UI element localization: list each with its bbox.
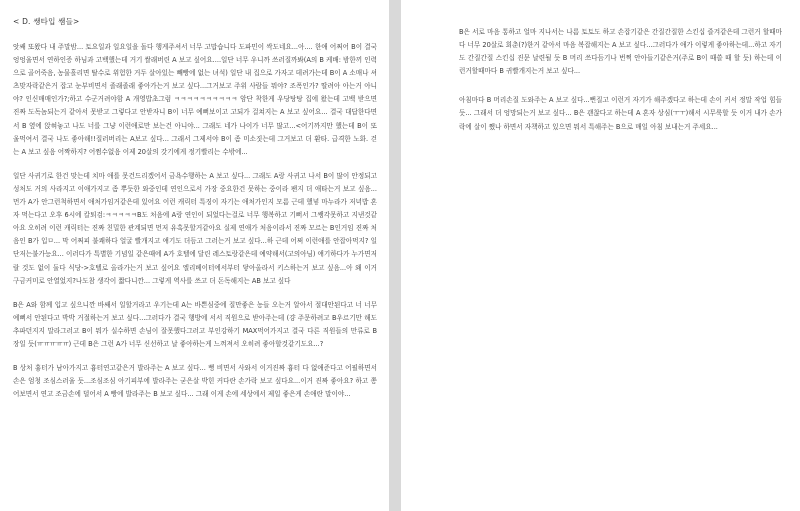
paragraph: 일단 사귀기로 한건 맞는데 치마 애를 못건드리겠어서 금욕수행하는 A 보고 싶다... 그래도 A랑 사귀고 나서 B이 많이 안정되고 성처도 거의 사라지고 이애가지고 좀 뿌듯한 와중인데 연인으로서 가장 중요한건 못하는 중이라 팬지 더 애타는거 보고 싶음...먼가 A가 안그런척하면서 애처가임거같은데 있어요 이런 캐릭터 특징이 자기는 애처가인지 모름 근데 했넣 마누라가 저녁밥 혼자 먹는다고 오후 6시에 칼퇴검:ㅋㅋㅋㅋㅋB도 처음에 A랑 연인이 되었다는걸로 너무 행복하고 기뻐서 그쌩각못하고 지낸것같아요 오히려 이런 캐릭터는 진짜 친밀한 관계되면 먼저 유혹못할거같아요 실제 연애가 처음이라서 진짜 모르는 B인거임 진짜 처음인 B가 입ㅁ... 막 어쩌피 불쾌하다 얼굴 빨개지고 얘기도 더듬고 그러는거 보고 싶다...하 근데 어쩌 이런애를 안잡아먹지? 일단저는불가능요... 이러다가 특별한 기념일 같은때에 A가 호텔에 달린 레스토랑같은데 예약해서(고의아님) 얘기하다가 누가면저랄 것도 없이 둘다 식당->호텔로 올라가는거 보고 싶어요 엘리베이터에서부터 닿아올라서 키스하는거 보고 싶음...아 왜 이거 구금커미로 안열었지?나도참 생각이 짧다니깐... 그렇게 역사를 쓰고 더 돈독해지는 AB 보고 싶다 bbox=[13, 171, 377, 285]
page-left bbox=[0, 0, 389, 511]
paragraph: B은 서로 마음 통하고 얼마 지나서는 나름 토토도 하고 손잡기같은 간질간질한 스킨십 즐겨같은데 그런거 할때마다 너무 20살로 회춘(?)한거 같아서 마음 복잡해지는 A 보고 싶다...그러다가 애가 이렇게 좋아하는데...하고 자기도 간질간질 스킨십 진문 날련될 듯 B 머리 쓰다듬기나 번쩍 안아들기같은거(주로 B이 때쓸 때 할 듯) 하는데 이런거할때마다 B 귀빨개지는거 보고 싶다... bbox=[459, 28, 782, 76]
document-header: < D. 쌩타입 쌤들> bbox=[13, 17, 80, 26]
page-right bbox=[401, 0, 800, 511]
paragraph: 아침마다 B 머리손질 도와주는 A 보고 싶다...뻔질고 이런거 자기가 해주겠다고 하는데 손이 커서 정말 작업 힘들 듯... 그래서 더 엉망되는거 보고 싶다... B은 괜찮다고 하는데 A 혼자 상심(ㅜㅜ)해서 시무룩할 듯 이거 내가 손가락에 살이 쨌나 하면서 자책하고 있으면 뭐서 특해주는 B으로 매일 아침 보내는거 주세요... bbox=[459, 96, 782, 131]
paragraph: B은 A와 함께 입고 싶으니깐 바쌔서 일할거라고 우기는데 A는 바쁜심중에 질만좋은 농들 오는거 알아서 절대안된다고 너 너무 예뻐서 안된다고 박박 거절하는거 보고 싶다...그러다가 결국 행방에 서서 직원으로 받아주는데 (걍 주문하려고 B우르기만 해도 추파던지지 말라그러고 B이 뭐가 실수하면 손님이 잘못했다그러고 부인강하기 MAX먹어가지고 결국 다른 직원들의 만류로 B 장일 듯(ㅠㅠㅠㅠㅠ) 근데 B은 그런 A가 너무 신선하고 날 좋아하는게 느껴져서 오히려 좋아할것같기도요...? bbox=[13, 300, 377, 348]
paragraph: 앗쌔 또왔다 내 주말밤... 토요일과 일요일을 돌다 행게주셔서 너무 고맙습니다 도파민이 싹도네요...아.... 한애 어쩌어 B이 결국 엉엉울면서 연하인증 하님과 고백했는데 거기 쌀래버린 A 보고 싶어요....일단 너무 우니까 쓰러질까봐(A의 B 케배: 밤한끼 인력으로 골어죽음, 농물흘리면 탈수로 위험한 거두 살아있는 빼빵에 없는 녀석) 일단 내 집으로 가자고 데려가는데 B이 A 소매나 셔츠맞자락같은거 잡고 눈부비면서 졸래졸래 좋아가는거 보고 싶다...그거보고 주위 사람들 뭐야? 조폭인가? 딸려아 아는거 아니야? 인신매매인가?;하고 수군거려야함 A 개영밥초그럼 ㅋㅋㅋㅋㅋㅋㅋㅋㅋㅋ 암단 착한게 우당탕탕 집에 왔는데 고백 받으면 진짜 도독놈되는거 같아서 못받고 그렇다고 안받자니 B이 너무 예뻐보이고 고되가 걸쳐지는 A 보고 싶어요... 결국 대답한다면서 B 옆에 앉혀놓고 나도 너를 그냥 이런애로만 보는건 아니야... 그래도 네가 나이가 너무 많고...<어기까지만 했는데 B이 또 울먹여서 결국 나도 좋아해!!질러버리는 A보고 싶다... 그래서 그제서야 B이 좀 미소짓는데 그거보고 더 환타. 급격한 노화. 걷는 A 보고 싶음 어짝하지? 어쩜수없음 이제 20살의 갓기에게 정기빨리는 수밖에... bbox=[13, 43, 377, 156]
paragraph: B 상처 흉터가 남아가지고 흉터연고같은거 발라주는 A 보고 싶다... 뻥 비면서 사와서 이거진짜 흉터 다 없애준다고 어필하면서 손은 엄청 조심스러울 듯...조심조심 아기피부에 발라주는 굳은살 박힌 커다란 손가락 보고 싶다요...이거 진짜 좋아요? 하고 쫑어보면서 연고 조금손에 덜어서 A 빵에 발라주는 B 보고 싶다... 그래 이게 손에 세상에서 제일 좋은게 손애란 말이야... bbox=[13, 364, 377, 399]
